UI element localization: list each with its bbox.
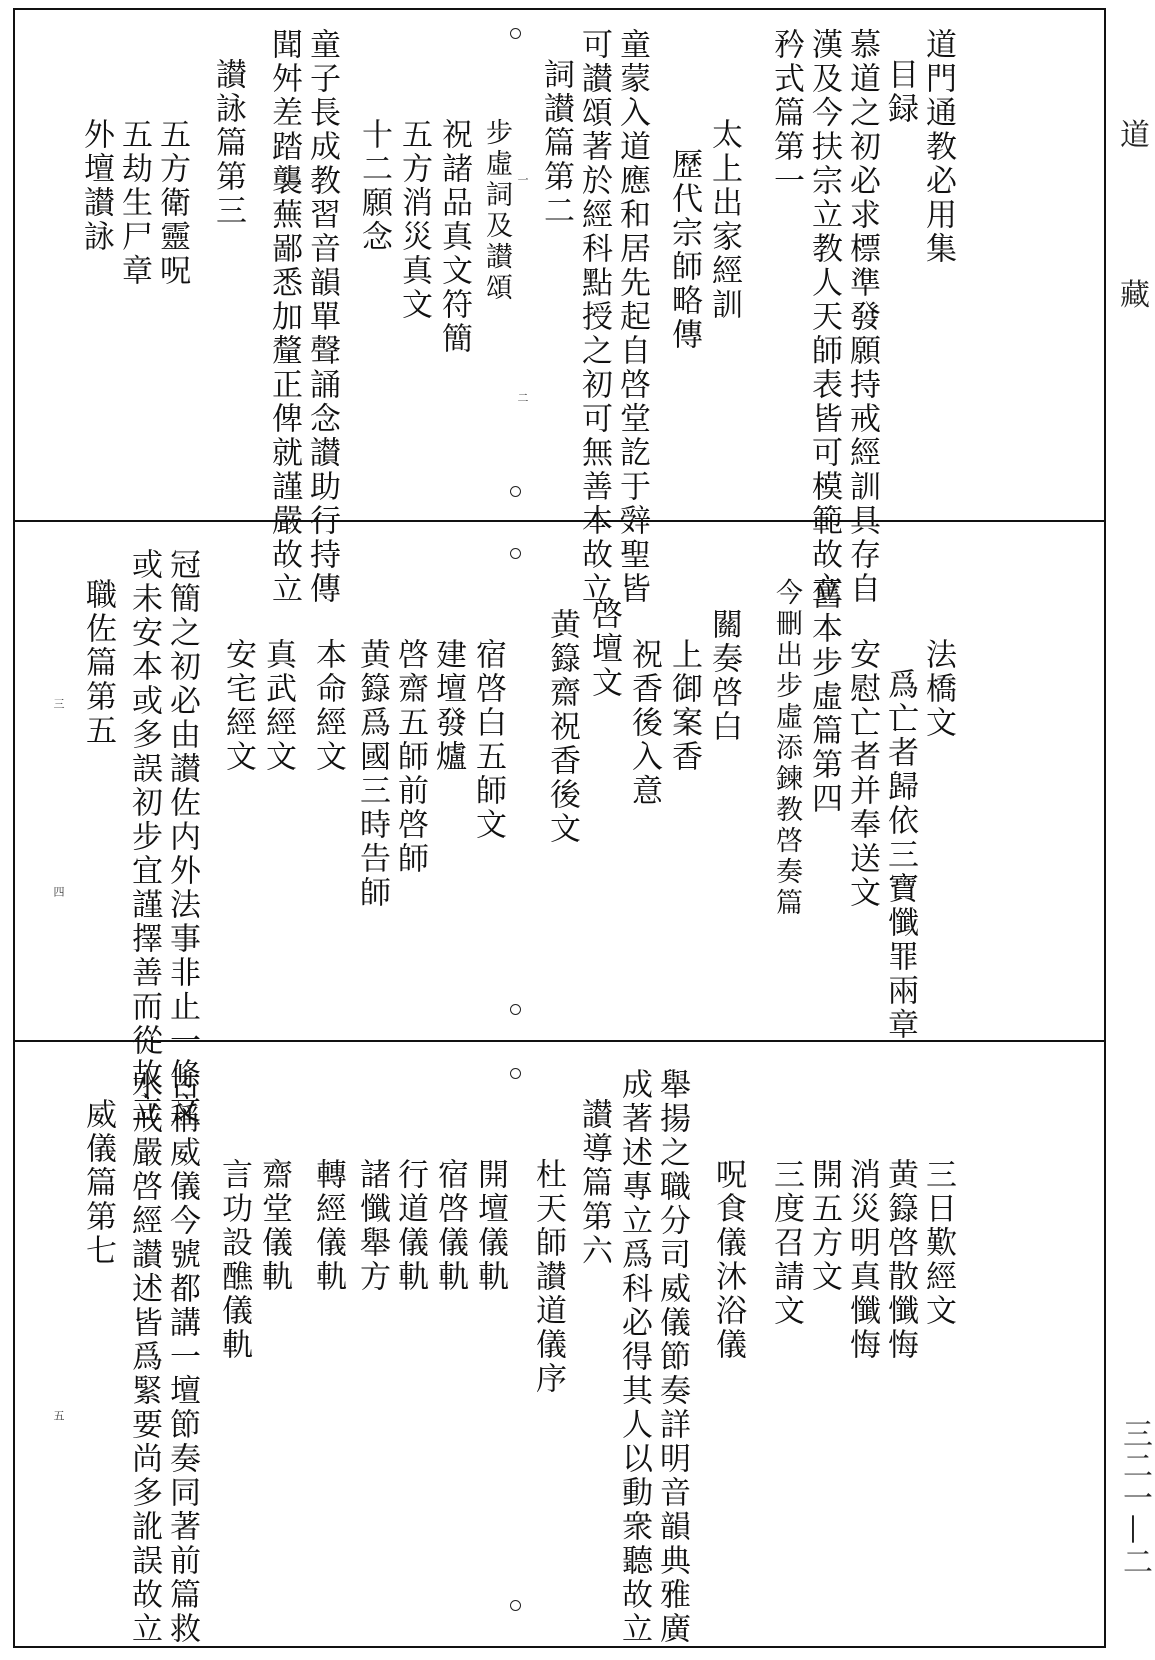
toc-item: 本命經文 — [310, 638, 346, 774]
toc-item: 消災明真懺悔 — [844, 1158, 880, 1362]
chapter-heading: 讃導篇第六 — [576, 1098, 612, 1268]
margin-char-zang: 藏 — [1120, 278, 1150, 313]
text-column: 成著述專立爲科必得其人以動衆聽故立 — [616, 1068, 652, 1646]
toc-item: 步虛詞及讃頌 — [481, 118, 512, 304]
text-column: 可讃頌著於經科點授之初可無善本故立 — [576, 28, 612, 606]
toc-item: 杜天師讃道儀序 — [530, 1158, 566, 1396]
book-title: 道門通教必用集 — [920, 28, 956, 266]
margin-mark: 一 — [516, 174, 529, 185]
toc-item: 黄籙爲國三時告師 — [354, 638, 390, 910]
toc-item: 五方衛靈呪 — [154, 118, 190, 288]
toc-item: 齋堂儀軌 — [256, 1158, 292, 1294]
panel-1 — [20, 14, 1100, 606]
text-column: 舉揚之職分司威儀節奏詳明音韻典雅廣 — [654, 1068, 690, 1646]
toc-item: 黄籙啓散懺悔 — [882, 1158, 918, 1362]
toc-item: 宿啓白五師文 — [470, 638, 506, 842]
toc-item: 關奏啓白 — [706, 608, 742, 744]
chapter-heading: 詞讃篇第二 — [538, 58, 574, 228]
toc-item: 三度召請文 — [768, 1158, 804, 1328]
toc-item: 真武經文 — [260, 638, 296, 774]
toc-item: 啓齋五師前啓師 — [392, 638, 428, 876]
binding-hole-icon — [510, 1600, 521, 1611]
chapter-heading: 讃詠篇第三 — [210, 58, 246, 228]
toc-item: 開壇儀軌 — [472, 1158, 508, 1294]
page-number: 三二一—二 — [1117, 1418, 1152, 1578]
toc-item: 宿啓儀軌 — [432, 1158, 468, 1294]
toc-item: 祝香後入意 — [626, 638, 662, 808]
chapter-heading: 矜式篇第一 — [768, 28, 804, 198]
toc-item: 歷代宗師略傳 — [666, 148, 702, 352]
margin-char-dao: 道 — [1120, 118, 1150, 153]
toc-item: 開五方文 — [806, 1158, 842, 1294]
text-column: 水戒嚴啓經讃述皆爲緊要尚多訛誤故立 — [126, 1068, 162, 1646]
text-column: 冠簡之初必由讃佐内外法事非止一條文 — [164, 548, 200, 1126]
binding-hole-icon — [510, 486, 521, 497]
chapter-heading: 職佐篇第五 — [80, 578, 116, 748]
margin-mark: 三 — [52, 698, 65, 709]
toc-item: 五方消災真文 — [396, 118, 432, 322]
text-column: 或未安本或多誤初步宜謹擇善而從故立 — [126, 548, 162, 1126]
text-column: 漢及今扶宗立教人天師表皆可模範故立 — [806, 28, 842, 606]
toc-item: 爲亡者歸依三寶懺罪兩章 — [882, 668, 918, 1042]
toc-item: 言功設醮儀軌 — [216, 1158, 252, 1362]
toc-item: 法橋文 — [920, 638, 956, 740]
toc-item: 三日歎經文 — [920, 1158, 956, 1328]
toc-item: 安慰亡者并奉送文 — [844, 638, 880, 910]
binding-hole-icon — [510, 1068, 521, 1079]
text-column: 童蒙入道應和居先起自啓堂訖于辤聖皆 — [614, 28, 650, 606]
toc-item: 諸懺舉方 — [354, 1158, 390, 1294]
panel-divider — [13, 520, 1106, 522]
chapter-heading: 威儀篇第七 — [80, 1098, 116, 1268]
binding-hole-icon — [510, 548, 521, 559]
toc-item: 安宅經文 — [220, 638, 256, 774]
binding-hole-icon — [510, 1004, 521, 1015]
toc-item: 太上出家經訓 — [706, 118, 742, 322]
panel-2 — [20, 534, 1100, 1126]
panel-3 — [20, 1054, 1100, 1646]
text-column: 古稱威儀今號都講一壇節奏同著前篇救 — [164, 1068, 200, 1646]
margin-mark: 五 — [52, 1410, 65, 1421]
toc-item: 轉經儀軌 — [310, 1158, 346, 1294]
note-column: 今刪出步虛添鍊教啓奏篇 — [771, 578, 802, 919]
text-column: 聞舛差踏襲蕪鄙悉加釐正俾就謹嚴故立 — [266, 28, 302, 606]
text-column: 童子長成教習音韻單聲誦念讃助行持傳 — [304, 28, 340, 606]
toc-item: 啓壇文 — [586, 598, 622, 700]
toc-item: 黄籙齋祝香後文 — [544, 608, 580, 846]
toc-item: 上御案香 — [666, 638, 702, 774]
section-heading: 目録 — [882, 58, 918, 126]
toc-item: 外壇讃詠 — [78, 118, 114, 254]
margin-mark: 二 — [516, 392, 529, 403]
toc-item: 呪食儀沐浴儀 — [710, 1158, 746, 1362]
chapter-heading: 舊本步虛篇第四 — [806, 578, 842, 816]
margin-mark: 四 — [52, 886, 65, 897]
toc-item: 五劫生尸章 — [116, 118, 152, 288]
toc-item: 十二願念 — [356, 118, 392, 254]
text-column: 慕道之初必求標準發願持戒經訓具存自 — [844, 28, 880, 606]
toc-item: 行道儀軌 — [392, 1158, 428, 1294]
toc-item: 祝諸品真文符簡 — [436, 118, 472, 356]
binding-hole-icon — [510, 28, 521, 39]
toc-item: 建壇發爐 — [430, 638, 466, 774]
